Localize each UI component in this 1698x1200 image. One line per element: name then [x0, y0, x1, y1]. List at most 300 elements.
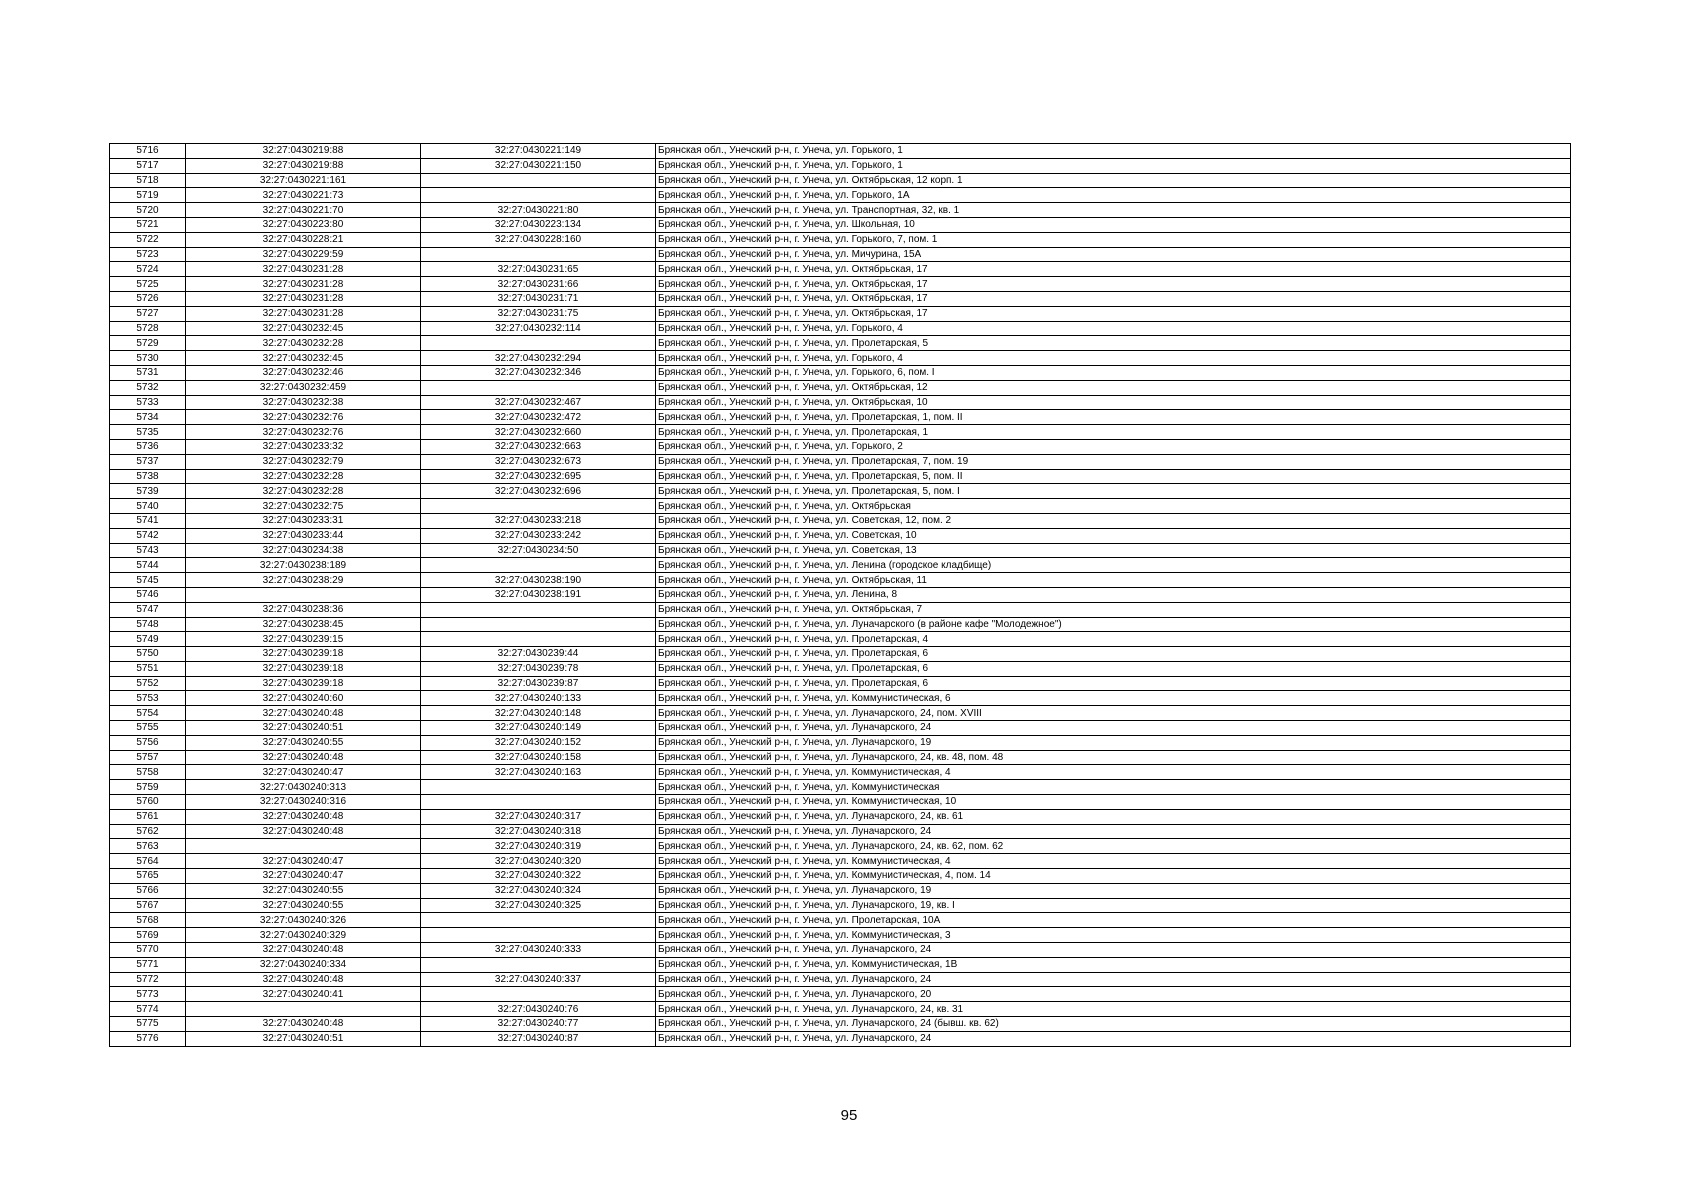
row-number-cell: 5759 [110, 780, 186, 795]
row-number-cell: 5773 [110, 987, 186, 1002]
related-cadastral-number-cell: 32:27:0430240:319 [421, 839, 656, 854]
address-cell: Брянская обл., Унечский р-н, г. Унеча, ул. Коммунистическая, 3 [656, 928, 1571, 943]
address-cell: Брянская обл., Унечский р-н, г. Унеча, ул. Мичурина, 15А [656, 247, 1571, 262]
related-cadastral-number-cell: 32:27:0430240:325 [421, 898, 656, 913]
address-cell: Брянская обл., Унечский р-н, г. Унеча, ул. Советская, 13 [656, 543, 1571, 558]
table-row [110, 765, 1571, 780]
table-row [110, 854, 1571, 869]
cadastral-number-cell: 32:27:0430240:48 [186, 1017, 421, 1032]
related-cadastral-number-cell [421, 602, 656, 617]
row-number-cell: 5753 [110, 691, 186, 706]
cadastral-number-cell: 32:27:0430240:47 [186, 854, 421, 869]
table-row [110, 395, 1571, 410]
cadastral-number-cell: 32:27:0430240:48 [186, 972, 421, 987]
row-number-cell: 5735 [110, 425, 186, 440]
cadastral-number-cell: 32:27:0430221:73 [186, 188, 421, 203]
cadastral-number-cell: 32:27:0430232:28 [186, 484, 421, 499]
row-number-cell: 5775 [110, 1017, 186, 1032]
table-row [110, 647, 1571, 662]
address-cell: Брянская обл., Унечский р-н, г. Унеча, ул. Луначарского, 20 [656, 987, 1571, 1002]
row-number-cell: 5751 [110, 661, 186, 676]
address-cell: Брянская обл., Унечский р-н, г. Унеча, ул. Октябрьская, 17 [656, 262, 1571, 277]
table-row [110, 158, 1571, 173]
cadastral-number-cell: 32:27:0430233:44 [186, 528, 421, 543]
cadastral-number-cell: 32:27:0430240:48 [186, 809, 421, 824]
related-cadastral-number-cell: 32:27:0430240:320 [421, 854, 656, 869]
row-number-cell: 5731 [110, 365, 186, 380]
related-cadastral-number-cell: 32:27:0430234:50 [421, 543, 656, 558]
related-cadastral-number-cell: 32:27:0430240:77 [421, 1017, 656, 1032]
row-number-cell: 5721 [110, 217, 186, 232]
table-row [110, 824, 1571, 839]
cadastral-number-cell: 32:27:0430239:18 [186, 647, 421, 662]
related-cadastral-number-cell: 32:27:0430232:663 [421, 439, 656, 454]
property-table [109, 143, 1571, 1047]
row-number-cell: 5724 [110, 262, 186, 277]
row-number-cell: 5732 [110, 380, 186, 395]
table-row [110, 898, 1571, 913]
related-cadastral-number-cell: 32:27:0430233:242 [421, 528, 656, 543]
cadastral-number-cell: 32:27:0430221:70 [186, 203, 421, 218]
related-cadastral-number-cell: 32:27:0430232:673 [421, 454, 656, 469]
table-row [110, 943, 1571, 958]
row-number-cell: 5728 [110, 321, 186, 336]
table-row [110, 173, 1571, 188]
table-row [110, 558, 1571, 573]
row-number-cell: 5767 [110, 898, 186, 913]
related-cadastral-number-cell: 32:27:0430231:66 [421, 277, 656, 292]
related-cadastral-number-cell: 32:27:0430232:660 [421, 425, 656, 440]
row-number-cell: 5750 [110, 647, 186, 662]
related-cadastral-number-cell [421, 795, 656, 810]
related-cadastral-number-cell [421, 247, 656, 262]
cadastral-number-cell: 32:27:0430240:47 [186, 765, 421, 780]
cadastral-number-cell: 32:27:0430240:313 [186, 780, 421, 795]
address-cell: Брянская обл., Унечский р-н, г. Унеча, ул. Луначарского, 24 [656, 972, 1571, 987]
related-cadastral-number-cell: 32:27:0430240:163 [421, 765, 656, 780]
address-cell: Брянская обл., Унечский р-н, г. Унеча, ул. Луначарского, 24 [656, 721, 1571, 736]
address-cell: Брянская обл., Унечский р-н, г. Унеча, ул. Луначарского, 24 [656, 943, 1571, 958]
address-cell: Брянская обл., Унечский р-н, г. Унеча, ул. Коммунистическая, 4 [656, 854, 1571, 869]
table-row [110, 144, 1571, 159]
table-row [110, 706, 1571, 721]
address-cell: Брянская обл., Унечский р-н, г. Унеча, ул. Коммунистическая, 4 [656, 765, 1571, 780]
table-row [110, 632, 1571, 647]
row-number-cell: 5737 [110, 454, 186, 469]
row-number-cell: 5772 [110, 972, 186, 987]
cadastral-number-cell: 32:27:0430239:15 [186, 632, 421, 647]
cadastral-number-cell: 32:27:0430219:88 [186, 144, 421, 159]
table-row [110, 336, 1571, 351]
address-cell: Брянская обл., Унечский р-н, г. Унеча, ул. Пролетарская, 5, пом. I [656, 484, 1571, 499]
table-row [110, 380, 1571, 395]
cadastral-number-cell: 32:27:0430240:316 [186, 795, 421, 810]
related-cadastral-number-cell: 32:27:0430232:695 [421, 469, 656, 484]
row-number-cell: 5722 [110, 232, 186, 247]
related-cadastral-number-cell: 32:27:0430239:78 [421, 661, 656, 676]
address-cell: Брянская обл., Унечский р-н, г. Унеча, ул. Советская, 12, пом. 2 [656, 513, 1571, 528]
table-row [110, 425, 1571, 440]
address-cell: Брянская обл., Унечский р-н, г. Унеча, ул. Советская, 10 [656, 528, 1571, 543]
table-row [110, 721, 1571, 736]
property-table-body [110, 144, 1571, 1047]
cadastral-number-cell: 32:27:0430232:45 [186, 351, 421, 366]
related-cadastral-number-cell: 32:27:0430221:150 [421, 158, 656, 173]
row-number-cell: 5769 [110, 928, 186, 943]
related-cadastral-number-cell: 32:27:0430232:294 [421, 351, 656, 366]
table-row [110, 306, 1571, 321]
row-number-cell: 5736 [110, 439, 186, 454]
cadastral-number-cell: 32:27:0430232:76 [186, 425, 421, 440]
cadastral-number-cell: 32:27:0430223:80 [186, 217, 421, 232]
table-row [110, 217, 1571, 232]
related-cadastral-number-cell: 32:27:0430223:134 [421, 217, 656, 232]
related-cadastral-number-cell [421, 173, 656, 188]
table-row [110, 928, 1571, 943]
table-row [110, 528, 1571, 543]
cadastral-number-cell: 32:27:0430234:38 [186, 543, 421, 558]
address-cell: Брянская обл., Унечский р-н, г. Унеча, ул. Горького, 4 [656, 351, 1571, 366]
address-cell: Брянская обл., Унечский р-н, г. Унеча, ул. Луначарского (в районе кафе "Молодежное") [656, 617, 1571, 632]
address-cell: Брянская обл., Унечский р-н, г. Унеча, ул. Октябрьская, 17 [656, 277, 1571, 292]
table-row [110, 513, 1571, 528]
cadastral-number-cell: 32:27:0430229:59 [186, 247, 421, 262]
table-row [110, 321, 1571, 336]
related-cadastral-number-cell: 32:27:0430232:346 [421, 365, 656, 380]
row-number-cell: 5746 [110, 587, 186, 602]
cadastral-number-cell: 32:27:0430238:45 [186, 617, 421, 632]
row-number-cell: 5734 [110, 410, 186, 425]
row-number-cell: 5771 [110, 957, 186, 972]
cadastral-number-cell: 32:27:0430232:76 [186, 410, 421, 425]
cadastral-number-cell: 32:27:0430238:36 [186, 602, 421, 617]
address-cell: Брянская обл., Унечский р-н, г. Унеча, ул. Горького, 1А [656, 188, 1571, 203]
related-cadastral-number-cell: 32:27:0430240:322 [421, 869, 656, 884]
address-cell: Брянская обл., Унечский р-н, г. Унеча, ул. Пролетарская, 6 [656, 647, 1571, 662]
address-cell: Брянская обл., Унечский р-н, г. Унеча, ул. Октябрьская, 7 [656, 602, 1571, 617]
related-cadastral-number-cell [421, 780, 656, 795]
address-cell: Брянская обл., Унечский р-н, г. Унеча, ул. Октябрьская [656, 499, 1571, 514]
related-cadastral-number-cell: 32:27:0430228:160 [421, 232, 656, 247]
row-number-cell: 5739 [110, 484, 186, 499]
address-cell: Брянская обл., Унечский р-н, г. Унеча, ул. Луначарского, 24, пом. XVIII [656, 706, 1571, 721]
address-cell: Брянская обл., Унечский р-н, г. Унеча, ул. Ленина, 8 [656, 587, 1571, 602]
table-row [110, 484, 1571, 499]
table-row [110, 262, 1571, 277]
row-number-cell: 5764 [110, 854, 186, 869]
address-cell: Брянская обл., Унечский р-н, г. Унеча, ул. Октябрьская, 17 [656, 291, 1571, 306]
cadastral-number-cell: 32:27:0430231:28 [186, 277, 421, 292]
row-number-cell: 5718 [110, 173, 186, 188]
related-cadastral-number-cell [421, 913, 656, 928]
table-row [110, 676, 1571, 691]
cadastral-number-cell: 32:27:0430219:88 [186, 158, 421, 173]
row-number-cell: 5749 [110, 632, 186, 647]
related-cadastral-number-cell: 32:27:0430240:337 [421, 972, 656, 987]
address-cell: Брянская обл., Унечский р-н, г. Унеча, ул. Горького, 4 [656, 321, 1571, 336]
cadastral-number-cell: 32:27:0430232:38 [186, 395, 421, 410]
cadastral-number-cell: 32:27:0430240:48 [186, 943, 421, 958]
address-cell: Брянская обл., Унечский р-н, г. Унеча, ул. Пролетарская, 10А [656, 913, 1571, 928]
related-cadastral-number-cell: 32:27:0430240:318 [421, 824, 656, 839]
cadastral-number-cell: 32:27:0430240:55 [186, 735, 421, 750]
table-row [110, 957, 1571, 972]
table-row [110, 735, 1571, 750]
cadastral-number-cell: 32:27:0430240:60 [186, 691, 421, 706]
row-number-cell: 5742 [110, 528, 186, 543]
row-number-cell: 5776 [110, 1031, 186, 1046]
cadastral-number-cell [186, 587, 421, 602]
row-number-cell: 5766 [110, 883, 186, 898]
row-number-cell: 5733 [110, 395, 186, 410]
cadastral-number-cell: 32:27:0430240:329 [186, 928, 421, 943]
table-row [110, 203, 1571, 218]
row-number-cell: 5765 [110, 869, 186, 884]
address-cell: Брянская обл., Унечский р-н, г. Унеча, ул. Луначарского, 24, кв. 31 [656, 1002, 1571, 1017]
address-cell: Брянская обл., Унечский р-н, г. Унеча, ул. Пролетарская, 1, пом. II [656, 410, 1571, 425]
address-cell: Брянская обл., Унечский р-н, г. Унеча, ул. Горького, 7, пом. 1 [656, 232, 1571, 247]
row-number-cell: 5761 [110, 809, 186, 824]
address-cell: Брянская обл., Унечский р-н, г. Унеча, ул. Коммунистическая, 6 [656, 691, 1571, 706]
table-row [110, 750, 1571, 765]
cadastral-number-cell: 32:27:0430238:29 [186, 573, 421, 588]
related-cadastral-number-cell [421, 928, 656, 943]
address-cell: Брянская обл., Унечский р-н, г. Унеча, ул. Пролетарская, 1 [656, 425, 1571, 440]
address-cell: Брянская обл., Унечский р-н, г. Унеча, ул. Транспортная, 32, кв. 1 [656, 203, 1571, 218]
table-row [110, 839, 1571, 854]
table-row [110, 499, 1571, 514]
address-cell: Брянская обл., Унечский р-н, г. Унеча, ул. Ленина (городское кладбище) [656, 558, 1571, 573]
row-number-cell: 5741 [110, 513, 186, 528]
related-cadastral-number-cell [421, 957, 656, 972]
cadastral-number-cell: 32:27:0430240:48 [186, 824, 421, 839]
address-cell: Брянская обл., Унечский р-н, г. Унеча, ул. Горького, 1 [656, 144, 1571, 159]
address-cell: Брянская обл., Унечский р-н, г. Унеча, ул. Луначарского, 24, кв. 61 [656, 809, 1571, 824]
cadastral-number-cell: 32:27:0430240:48 [186, 750, 421, 765]
cadastral-number-cell [186, 1002, 421, 1017]
related-cadastral-number-cell: 32:27:0430231:75 [421, 306, 656, 321]
table-row [110, 972, 1571, 987]
table-row [110, 913, 1571, 928]
row-number-cell: 5747 [110, 602, 186, 617]
related-cadastral-number-cell [421, 499, 656, 514]
row-number-cell: 5763 [110, 839, 186, 854]
row-number-cell: 5755 [110, 721, 186, 736]
address-cell: Брянская обл., Унечский р-н, г. Унеча, ул. Октябрьская, 10 [656, 395, 1571, 410]
related-cadastral-number-cell: 32:27:0430240:133 [421, 691, 656, 706]
cadastral-number-cell: 32:27:0430233:31 [186, 513, 421, 528]
row-number-cell: 5744 [110, 558, 186, 573]
related-cadastral-number-cell: 32:27:0430232:472 [421, 410, 656, 425]
table-row [110, 795, 1571, 810]
row-number-cell: 5723 [110, 247, 186, 262]
row-number-cell: 5738 [110, 469, 186, 484]
row-number-cell: 5758 [110, 765, 186, 780]
table-row [110, 573, 1571, 588]
row-number-cell: 5729 [110, 336, 186, 351]
table-row [110, 1031, 1571, 1046]
cadastral-number-cell: 32:27:0430240:55 [186, 883, 421, 898]
cadastral-number-cell: 32:27:0430239:18 [186, 661, 421, 676]
cadastral-number-cell [186, 839, 421, 854]
table-row [110, 410, 1571, 425]
cadastral-number-cell: 32:27:0430240:55 [186, 898, 421, 913]
cadastral-number-cell: 32:27:0430232:45 [186, 321, 421, 336]
row-number-cell: 5745 [110, 573, 186, 588]
address-cell: Брянская обл., Унечский р-н, г. Унеча, ул. Пролетарская, 4 [656, 632, 1571, 647]
table-row [110, 439, 1571, 454]
row-number-cell: 5727 [110, 306, 186, 321]
address-cell: Брянская обл., Унечский р-н, г. Унеча, ул. Коммунистическая, 1В [656, 957, 1571, 972]
row-number-cell: 5720 [110, 203, 186, 218]
cadastral-number-cell: 32:27:0430232:79 [186, 454, 421, 469]
related-cadastral-number-cell [421, 188, 656, 203]
address-cell: Брянская обл., Унечский р-н, г. Унеча, ул. Пролетарская, 5, пом. II [656, 469, 1571, 484]
address-cell: Брянская обл., Унечский р-н, г. Унеча, ул. Коммунистическая [656, 780, 1571, 795]
table-row [110, 365, 1571, 380]
address-cell: Брянская обл., Унечский р-н, г. Унеча, ул. Октябрьская, 11 [656, 573, 1571, 588]
related-cadastral-number-cell: 32:27:0430240:317 [421, 809, 656, 824]
address-cell: Брянская обл., Унечский р-н, г. Унеча, ул. Пролетарская, 6 [656, 661, 1571, 676]
cadastral-number-cell: 32:27:0430221:161 [186, 173, 421, 188]
table-row [110, 883, 1571, 898]
page-number: 95 [840, 1107, 858, 1124]
related-cadastral-number-cell: 32:27:0430231:71 [421, 291, 656, 306]
address-cell: Брянская обл., Унечский р-н, г. Унеча, ул. Горького, 1 [656, 158, 1571, 173]
address-cell: Брянская обл., Унечский р-н, г. Унеча, ул. Коммунистическая, 10 [656, 795, 1571, 810]
table-row [110, 277, 1571, 292]
related-cadastral-number-cell: 32:27:0430238:190 [421, 573, 656, 588]
row-number-cell: 5726 [110, 291, 186, 306]
cadastral-number-cell: 32:27:0430233:32 [186, 439, 421, 454]
cadastral-number-cell: 32:27:0430240:334 [186, 957, 421, 972]
table-row [110, 469, 1571, 484]
cadastral-number-cell: 32:27:0430231:28 [186, 262, 421, 277]
related-cadastral-number-cell [421, 558, 656, 573]
row-number-cell: 5717 [110, 158, 186, 173]
related-cadastral-number-cell: 32:27:0430238:191 [421, 587, 656, 602]
related-cadastral-number-cell [421, 380, 656, 395]
row-number-cell: 5719 [110, 188, 186, 203]
table-row [110, 602, 1571, 617]
cadastral-number-cell: 32:27:0430232:459 [186, 380, 421, 395]
address-cell: Брянская обл., Унечский р-н, г. Унеча, ул. Коммунистическая, 4, пом. 14 [656, 869, 1571, 884]
table-row [110, 351, 1571, 366]
related-cadastral-number-cell: 32:27:0430239:87 [421, 676, 656, 691]
cadastral-number-cell: 32:27:0430240:51 [186, 1031, 421, 1046]
address-cell: Брянская обл., Унечский р-н, г. Унеча, ул. Луначарского, 19 [656, 735, 1571, 750]
table-row [110, 869, 1571, 884]
cadastral-number-cell: 32:27:0430238:189 [186, 558, 421, 573]
row-number-cell: 5730 [110, 351, 186, 366]
row-number-cell: 5743 [110, 543, 186, 558]
address-cell: Брянская обл., Унечский р-н, г. Унеча, ул. Луначарского, 24, кв. 62, пом. 62 [656, 839, 1571, 854]
table-row [110, 809, 1571, 824]
address-cell: Брянская обл., Унечский р-н, г. Унеча, ул. Октябрьская, 12 [656, 380, 1571, 395]
address-cell: Брянская обл., Унечский р-н, г. Унеча, ул. Горького, 2 [656, 439, 1571, 454]
row-number-cell: 5768 [110, 913, 186, 928]
address-cell: Брянская обл., Унечский р-н, г. Унеча, ул. Луначарского, 24, кв. 48, пом. 48 [656, 750, 1571, 765]
cadastral-number-cell: 32:27:0430232:28 [186, 469, 421, 484]
cadastral-number-cell: 32:27:0430228:21 [186, 232, 421, 247]
address-cell: Брянская обл., Унечский р-н, г. Унеча, ул. Октябрьская, 12 корп. 1 [656, 173, 1571, 188]
cadastral-number-cell: 32:27:0430240:48 [186, 706, 421, 721]
table-row [110, 1017, 1571, 1032]
related-cadastral-number-cell: 32:27:0430240:152 [421, 735, 656, 750]
related-cadastral-number-cell: 32:27:0430233:218 [421, 513, 656, 528]
cadastral-number-cell: 32:27:0430232:46 [186, 365, 421, 380]
row-number-cell: 5754 [110, 706, 186, 721]
address-cell: Брянская обл., Унечский р-н, г. Унеча, ул. Пролетарская, 6 [656, 676, 1571, 691]
cadastral-number-cell: 32:27:0430231:28 [186, 306, 421, 321]
address-cell: Брянская обл., Унечский р-н, г. Унеча, ул. Луначарского, 24 [656, 824, 1571, 839]
row-number-cell: 5740 [110, 499, 186, 514]
row-number-cell: 5762 [110, 824, 186, 839]
related-cadastral-number-cell: 32:27:0430232:114 [421, 321, 656, 336]
address-cell: Брянская обл., Унечский р-н, г. Унеча, ул. Луначарского, 24 (бывш. кв. 62) [656, 1017, 1571, 1032]
related-cadastral-number-cell [421, 617, 656, 632]
address-cell: Брянская обл., Унечский р-н, г. Унеча, ул. Октябрьская, 17 [656, 306, 1571, 321]
related-cadastral-number-cell [421, 632, 656, 647]
table-row [110, 291, 1571, 306]
row-number-cell: 5770 [110, 943, 186, 958]
cadastral-number-cell: 32:27:0430240:47 [186, 869, 421, 884]
row-number-cell: 5774 [110, 1002, 186, 1017]
related-cadastral-number-cell: 32:27:0430240:87 [421, 1031, 656, 1046]
address-cell: Брянская обл., Унечский р-н, г. Унеча, ул. Луначарского, 19, кв. I [656, 898, 1571, 913]
table-row [110, 232, 1571, 247]
cadastral-number-cell: 32:27:0430231:28 [186, 291, 421, 306]
table-row [110, 780, 1571, 795]
related-cadastral-number-cell [421, 987, 656, 1002]
related-cadastral-number-cell: 32:27:0430240:148 [421, 706, 656, 721]
table-row [110, 247, 1571, 262]
cadastral-number-cell: 32:27:0430232:75 [186, 499, 421, 514]
table-row [110, 454, 1571, 469]
address-cell: Брянская обл., Унечский р-н, г. Унеча, ул. Пролетарская, 5 [656, 336, 1571, 351]
related-cadastral-number-cell [421, 336, 656, 351]
cadastral-number-cell: 32:27:0430240:41 [186, 987, 421, 1002]
row-number-cell: 5716 [110, 144, 186, 159]
row-number-cell: 5760 [110, 795, 186, 810]
related-cadastral-number-cell: 32:27:0430239:44 [421, 647, 656, 662]
address-cell: Брянская обл., Унечский р-н, г. Унеча, ул. Пролетарская, 7, пом. 19 [656, 454, 1571, 469]
address-cell: Брянская обл., Унечский р-н, г. Унеча, ул. Школьная, 10 [656, 217, 1571, 232]
address-cell: Брянская обл., Унечский р-н, г. Унеча, ул. Луначарского, 24 [656, 1031, 1571, 1046]
table-row [110, 587, 1571, 602]
row-number-cell: 5748 [110, 617, 186, 632]
row-number-cell: 5756 [110, 735, 186, 750]
related-cadastral-number-cell: 32:27:0430221:80 [421, 203, 656, 218]
table-row [110, 188, 1571, 203]
related-cadastral-number-cell: 32:27:0430240:76 [421, 1002, 656, 1017]
related-cadastral-number-cell: 32:27:0430221:149 [421, 144, 656, 159]
related-cadastral-number-cell: 32:27:0430240:333 [421, 943, 656, 958]
address-cell: Брянская обл., Унечский р-н, г. Унеча, ул. Горького, 6, пом. I [656, 365, 1571, 380]
table-row [110, 691, 1571, 706]
related-cadastral-number-cell: 32:27:0430240:158 [421, 750, 656, 765]
row-number-cell: 5725 [110, 277, 186, 292]
address-cell: Брянская обл., Унечский р-н, г. Унеча, ул. Луначарского, 19 [656, 883, 1571, 898]
cadastral-number-cell: 32:27:0430239:18 [186, 676, 421, 691]
related-cadastral-number-cell: 32:27:0430240:324 [421, 883, 656, 898]
cadastral-number-cell: 32:27:0430240:51 [186, 721, 421, 736]
row-number-cell: 5752 [110, 676, 186, 691]
table-row [110, 543, 1571, 558]
related-cadastral-number-cell: 32:27:0430240:149 [421, 721, 656, 736]
table-row [110, 661, 1571, 676]
row-number-cell: 5757 [110, 750, 186, 765]
